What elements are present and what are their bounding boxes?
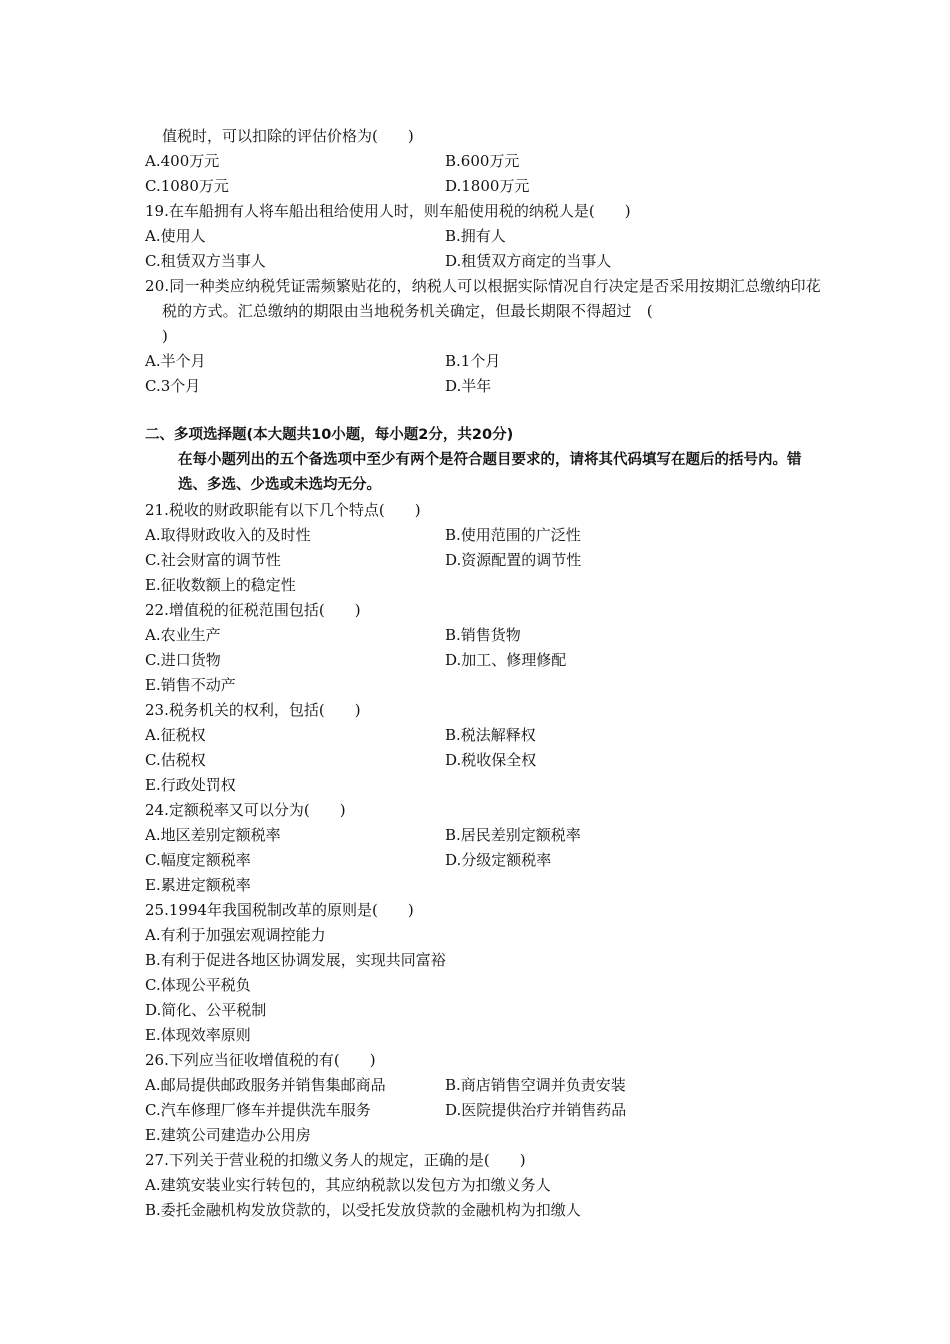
q26-options-row-1 (145, 1073, 825, 1098)
q25-option-a: A.有利于加强宏观调控能力 (145, 926, 326, 944)
q22-option-d: D.加工、修理修配 (445, 651, 567, 669)
q24-stem: 24.定额税率又可以分为( ) (145, 801, 346, 819)
q24-option-b: B.居民差别定额税率 (445, 826, 581, 844)
q23-options-row-1 (145, 723, 825, 748)
q23-options-row-2 (145, 748, 825, 773)
q21-options-row-1 (145, 523, 825, 548)
q26-option-b: B.商店销售空调并负责安装 (445, 1076, 626, 1094)
q22-options-row-2 (145, 648, 825, 673)
q26-option-c: C.汽车修理厂修车并提供洗车服务 (145, 1101, 371, 1119)
q21-option-e: E.征收数额上的稳定性 (145, 576, 296, 594)
q26-option-d: D.医院提供治疗并销售药品 (445, 1101, 627, 1119)
q21-option-c: C.社会财富的调节性 (145, 551, 281, 569)
q23-option-e: E.行政处罚权 (145, 776, 236, 794)
q24-options-row-1 (145, 823, 825, 848)
q18-stem-continuation: 值税时，可以扣除的评估价格为( ) (162, 127, 414, 145)
section-title: 二、多项选择题(本大题共10小题，每小题2分，共20分) (145, 427, 514, 443)
q20-options-row-2 (145, 374, 825, 399)
q25-stem: 25.1994年我国税制改革的原则是( ) (145, 901, 414, 919)
q26-option-e: E.建筑公司建造办公用房 (145, 1126, 311, 1144)
q22-option-c: C.进口货物 (145, 651, 221, 669)
q23-option-d: D.税收保全权 (445, 751, 537, 769)
q19-options-row-2 (145, 249, 825, 274)
q26-option-a: A.邮局提供邮政服务并销售集邮商品 (145, 1076, 386, 1094)
q18-option-c: C.1080万元 (145, 177, 229, 195)
q20-option-a: A.半个月 (145, 352, 206, 370)
section-instruction: 在每小题列出的五个备选项中至少有两个是符合题目要求的，请将其代码填写在题后的括号内。错选、多选、少选或未选均无分。 (178, 452, 802, 493)
q21-stem: 21.税收的财政职能有以下几个特点( ) (145, 501, 421, 519)
q19-option-c: C.租赁双方当事人 (145, 252, 266, 270)
q18-option-b: B.600万元 (445, 152, 520, 170)
q25-option-e: E.体现效率原则 (145, 1026, 251, 1044)
q27-option-b: B.委托金融机构发放贷款的，以受托发放贷款的金融机构为扣缴人 (145, 1201, 581, 1219)
q27-stem: 27.下列关于营业税的扣缴义务人的规定，正确的是( ) (145, 1151, 526, 1169)
q19-option-b: B.拥有人 (445, 227, 506, 245)
q22-option-b: B.销售货物 (445, 626, 521, 644)
section-gap (145, 399, 825, 423)
q20-stem: 20.同一种类应纳税凭证需频繁贴花的，纳税人可以根据实际情况自行决定是否采用按期汇总缴纳印花税的方式。汇总缴纳的期限由当地税务机关确定，但最长期限不得超过 ( (145, 277, 821, 320)
q21-option-d: D.资源配置的调节性 (445, 551, 582, 569)
q24-option-d: D.分级定额税率 (445, 851, 552, 869)
q21-options-row-2 (145, 548, 825, 573)
q26-stem: 26.下列应当征收增值税的有( ) (145, 1051, 376, 1069)
q25-option-d: D.简化、公平税制 (145, 1001, 267, 1019)
exam-page (145, 124, 825, 1223)
q20-answer-paren: ) (162, 327, 168, 345)
q18-options-row-1 (145, 149, 825, 174)
q24-option-c: C.幅度定额税率 (145, 851, 251, 869)
q23-option-c: C.估税权 (145, 751, 206, 769)
q22-option-e: E.销售不动产 (145, 676, 236, 694)
q19-option-d: D.租赁双方商定的当事人 (445, 252, 612, 270)
q20-option-c: C.3个月 (145, 377, 201, 395)
q20-option-d: D.半年 (445, 377, 492, 395)
q22-options-row-1 (145, 623, 825, 648)
q23-option-b: B.税法解释权 (445, 726, 536, 744)
q27-option-a: A.建筑安装业实行转包的，其应纳税款以发包方为扣缴义务人 (145, 1176, 551, 1194)
q20-option-b: B.1个月 (445, 352, 501, 370)
q21-option-a: A.取得财政收入的及时性 (145, 526, 311, 544)
q19-options-row-1 (145, 224, 825, 249)
q19-stem: 19.在车船拥有人将车船出租给使用人时，则车船使用税的纳税人是( ) (145, 202, 631, 220)
q24-option-e: E.累进定额税率 (145, 876, 251, 894)
q24-options-row-2 (145, 848, 825, 873)
q22-option-a: A.农业生产 (145, 626, 221, 644)
q23-option-a: A.征税权 (145, 726, 206, 744)
q18-option-a: A.400万元 (145, 152, 220, 170)
q19-option-a: A.使用人 (145, 227, 206, 245)
q25-option-b: B.有利于促进各地区协调发展，实现共同富裕 (145, 951, 446, 969)
q18-option-d: D.1800万元 (445, 177, 530, 195)
q21-option-b: B.使用范围的广泛性 (445, 526, 581, 544)
q23-stem: 23.税务机关的权利，包括( ) (145, 701, 361, 719)
q22-stem: 22.增值税的征税范围包括( ) (145, 601, 361, 619)
q24-option-a: A.地区差别定额税率 (145, 826, 281, 844)
q25-option-c: C.体现公平税负 (145, 976, 251, 994)
q20-options-row-1 (145, 349, 825, 374)
q26-options-row-2 (145, 1098, 825, 1123)
q18-options-row-2 (145, 174, 825, 199)
